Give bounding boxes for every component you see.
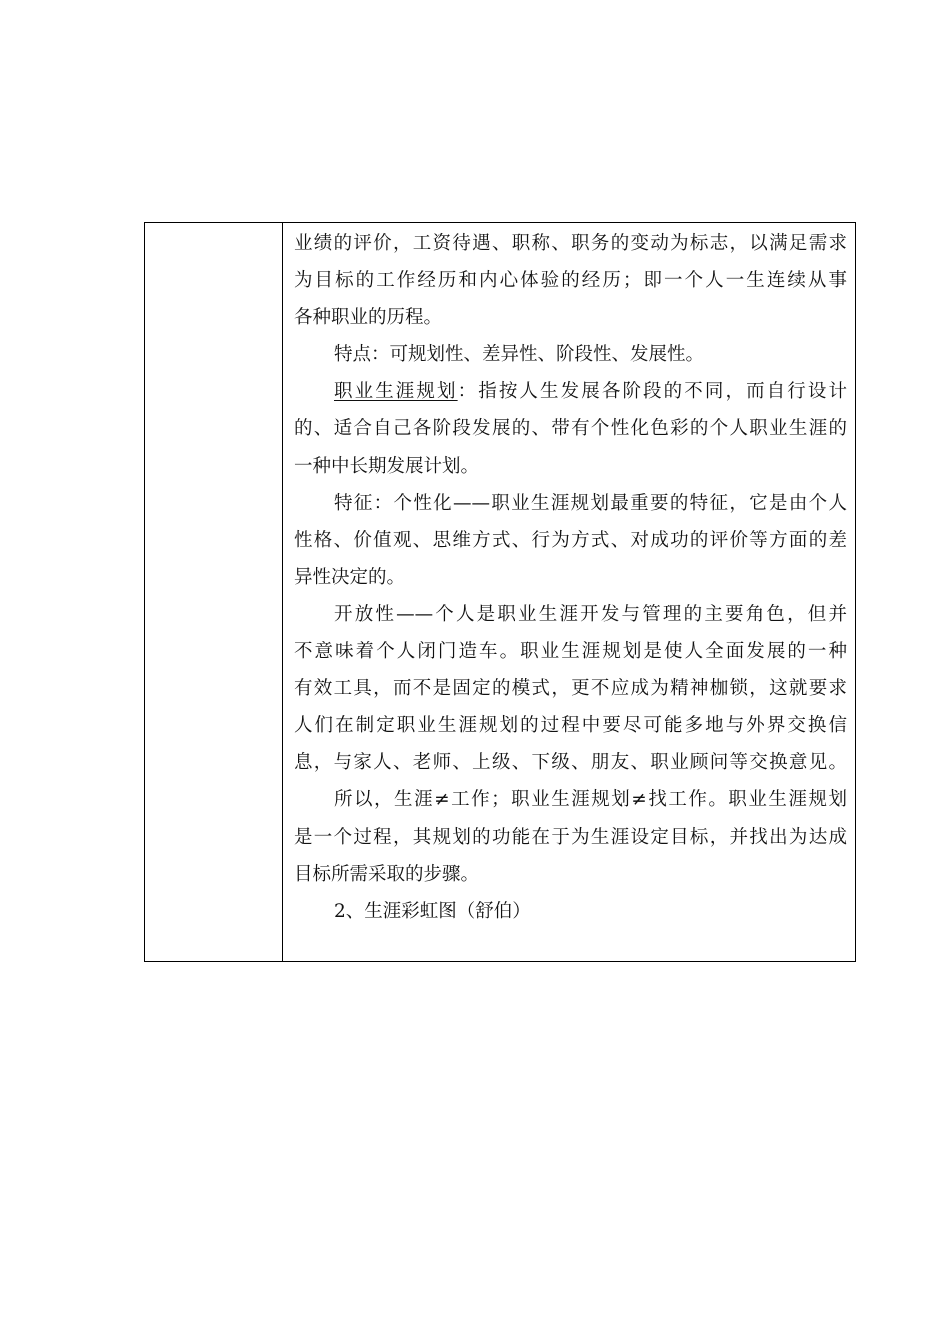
section-heading: 2、生涯彩虹图（舒伯） [334, 900, 531, 922]
paragraph-line: 的、适合自己各阶段发展的、带有个性化色彩的个人职业生涯的 [294, 418, 847, 440]
paragraph-line: 目标所需采取的步骤。 [294, 863, 480, 885]
paragraph-line: 特点：可规划性、差异性、阶段性、发展性。 [334, 344, 705, 366]
paragraph-line: 人们在制定职业生涯规划的过程中要尽可能多地与外界交换信 [294, 715, 847, 737]
paragraph-line: 所以，生涯≠工作；职业生涯规划≠找工作。职业生涯规划 [334, 789, 847, 811]
paragraph-line: 性格、价值观、思维方式、行为方式、对成功的评价等方面的差 [294, 529, 847, 551]
definition-line [294, 373, 847, 410]
paragraph-line: 特征：个性化——职业生涯规划最重要的特征，它是由个人 [334, 492, 847, 514]
paragraph-line: 一种中长期发展计划。 [294, 455, 480, 477]
paragraph-line: 有效工具，而不是固定的模式，更不应成为精神枷锁，这就要求 [294, 678, 847, 700]
content-table [144, 222, 856, 962]
table-left-cell [145, 223, 283, 961]
paragraph-line: 异性决定的。 [294, 566, 406, 588]
table-right-cell [283, 223, 855, 961]
paragraph-line: 开放性——个人是职业生涯开发与管理的主要角色，但并 [334, 603, 847, 625]
paragraph-line: 业绩的评价，工资待遇、职称、职务的变动为标志，以满足需求 [294, 233, 847, 254]
underlined-term: 职业生涯规划 [334, 381, 458, 403]
paragraph-line: 息，与家人、老师、上级、下级、朋友、职业顾问等交换意见。 [294, 752, 847, 774]
paragraph-line: 为目标的工作经历和内心体验的经历；即一个人一生连续从事 [294, 270, 847, 292]
definition-text: ：指按人生发展各阶段的不同，而自行设计 [457, 381, 847, 403]
paragraph-line: 各种职业的历程。 [294, 307, 443, 329]
paragraph-line: 是一个过程，其规划的功能在于为生涯设定目标，并找出为达成 [294, 826, 847, 848]
paragraph-line: 不意味着个人闭门造车。职业生涯规划是使人全面发展的一种 [294, 641, 847, 663]
